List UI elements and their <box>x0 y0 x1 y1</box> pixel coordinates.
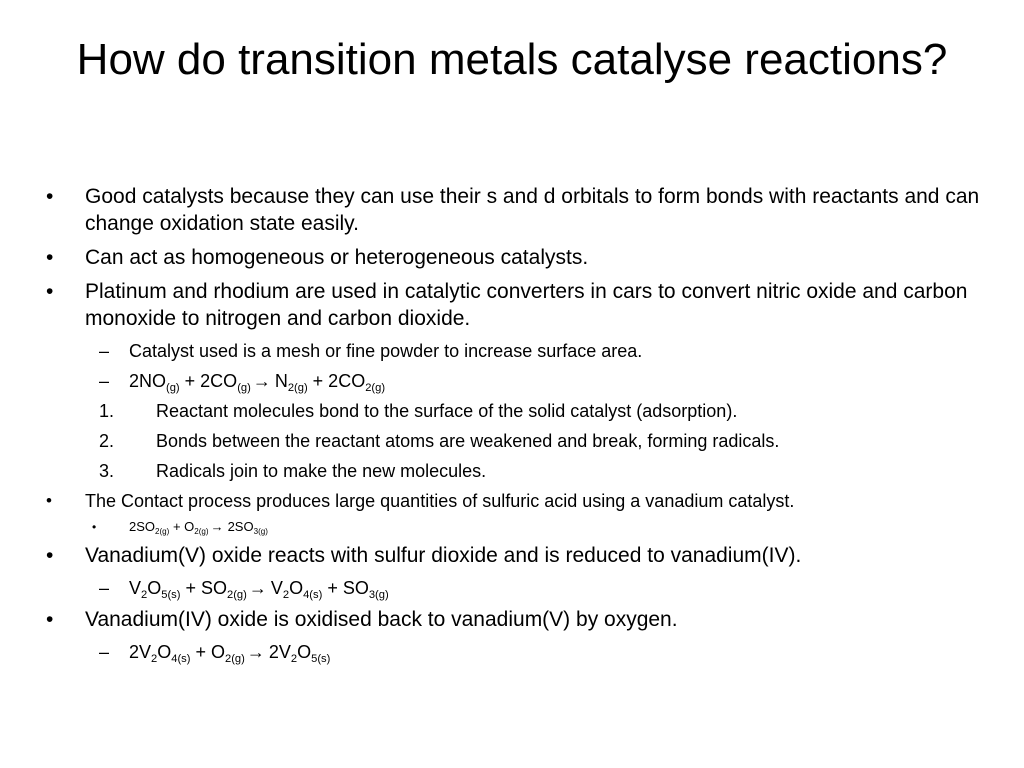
numbered-step <box>46 399 996 423</box>
subscript: (g) <box>166 381 180 394</box>
bullet-text: Good catalysts because they can use their s and d orbitals to form bonds with reactants and can change oxidation state easily. <box>85 185 980 235</box>
equation-contact-process: $2SO_{2(g)} + O_{2(g)} \to 2SO_{3(g)}$ <box>129 519 268 536</box>
reaction-arrow-icon: → <box>210 519 224 534</box>
subscript: 5(s) <box>311 652 331 665</box>
dash-icon: – <box>99 371 110 391</box>
subscript: 2(g) <box>365 381 386 394</box>
sub-bullet-item <box>46 640 996 664</box>
bullet-dot-icon: • <box>46 185 54 208</box>
bullet-text: The Contact process produces large quantities of sulfuric acid using a vanadium catalyst. <box>85 491 795 511</box>
equation-vanadium-oxidation: $2V_2O_{4(s)} + O_{2(g)} \to 2V_2O_{5(s)}$ <box>129 642 331 665</box>
step-text: Bonds between the reactant atoms are weakened and break, forming radicals. <box>156 431 780 451</box>
bullet-dot-icon: • <box>92 520 97 534</box>
bullet-item <box>46 244 996 271</box>
subscript: 2 <box>290 652 298 665</box>
step-number: 3. <box>99 461 115 481</box>
subscript: 2(g) <box>225 652 245 665</box>
bullet-text: Can act as homogeneous or heterogeneous catalysts. <box>85 246 589 269</box>
subscript: 2 <box>151 652 158 665</box>
bullet-item <box>46 542 996 569</box>
subscript: 2 <box>282 588 290 601</box>
bullet-dot-icon: • <box>46 280 54 303</box>
bullet-dot-icon: • <box>46 544 54 567</box>
bullet-text: Vanadium(IV) oxide is oxidised back to vanadium(V) by oxygen. <box>85 608 678 631</box>
step-number: 2. <box>99 431 115 451</box>
sub-bullet-item <box>46 517 996 537</box>
subscript: 2(g) <box>155 526 170 536</box>
reaction-arrow-icon: → <box>252 371 271 391</box>
dash-icon: – <box>99 341 110 361</box>
bullet-dot-icon: • <box>46 246 54 269</box>
equation-catalytic-converter: $2NO_{(g)} + 2CO_{(g)} \to N_{2(g)} + 2CO_{2(g)}$ <box>129 371 386 394</box>
sub-bullet-item <box>46 339 996 363</box>
subscript: 3(g) <box>368 588 389 601</box>
slide-title: How do transition metals catalyse reactions? <box>76 35 948 84</box>
dash-icon: – <box>99 578 110 598</box>
subscript: 3(g) <box>253 526 268 536</box>
bullet-text: Vanadium(V) oxide reacts with sulfur dioxide and is reduced to vanadium(IV). <box>85 544 802 567</box>
subscript: 2(g) <box>227 588 247 601</box>
equation-vanadium-reduction: $V_2O_{5(s)} + SO_{2(g)} \to V_2O_{4(s)} + SO_{3(g)}$ <box>129 578 389 601</box>
bullet-item <box>46 606 996 633</box>
sub-bullet-text: Catalyst used is a mesh or fine powder to increase surface area. <box>129 341 643 361</box>
bullet-item <box>46 489 996 513</box>
reaction-arrow-icon: → <box>248 578 267 598</box>
step-text: Reactant molecules bond to the surface of the solid catalyst (adsorption). <box>156 401 738 421</box>
sub-bullet-item <box>46 369 996 393</box>
subscript: 5(s) <box>161 588 181 601</box>
subscript: 2(g) <box>287 381 308 394</box>
step-number: 1. <box>99 401 115 421</box>
subscript: 2(g) <box>194 526 209 536</box>
subscript: 2 <box>141 588 148 601</box>
numbered-step <box>46 429 996 453</box>
sub-bullet-item <box>46 576 996 600</box>
step-text: Radicals join to make the new molecules. <box>156 461 487 481</box>
bullet-item <box>46 183 996 237</box>
numbered-step <box>46 459 996 483</box>
reaction-arrow-icon: → <box>246 642 265 662</box>
subscript: 4(s) <box>171 652 191 665</box>
bullet-dot-icon: • <box>46 608 54 631</box>
subscript: (g) <box>237 381 251 394</box>
slide-body <box>46 183 996 670</box>
bullet-dot-icon: • <box>46 491 52 510</box>
bullet-text: Platinum and rhodium are used in catalytic converters in cars to convert nitric oxide and carbon monoxide to nitrogen and carbon dioxide. <box>85 280 968 330</box>
dash-icon: – <box>99 642 110 662</box>
bullet-item <box>46 278 996 332</box>
subscript: 4(s) <box>303 588 323 601</box>
